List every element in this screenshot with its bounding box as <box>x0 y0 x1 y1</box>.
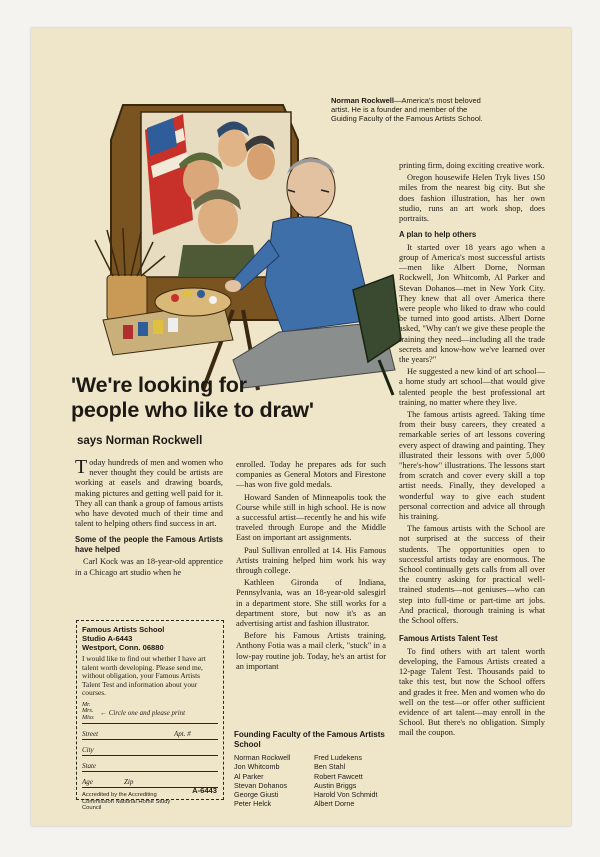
subhead-plan: A plan to help others <box>399 230 477 240</box>
coupon-code: A-6443 <box>192 785 217 795</box>
faculty-column-right: Fred Ludekens Ben Stahl Robert Fawcett Austin Briggs Harold Von Schmidt Albert Dorne <box>314 753 378 809</box>
coupon-address: Westport, Conn. 06880 <box>82 643 164 652</box>
paragraph-plan-3: The famous artists agreed. Taking time from their busy careers, they created a remarkable series of art lessons covering every aspect of drawing and painting. They illustrated their lessons with over 5,000 "here's-how" illustrations. The lessons start from scratch and cover every skill a top artist needs. Finally, they developed a wonderful way to give each student personal correction and advice all through his training. <box>399 409 545 521</box>
apt-field[interactable]: Apt. # <box>174 729 191 738</box>
street-field[interactable]: Street Apt. # <box>82 726 218 740</box>
headline <box>71 373 401 423</box>
zip-field[interactable]: Zip <box>124 777 134 786</box>
coupon-school: Famous Artists School <box>82 625 165 634</box>
illustration-caption <box>331 96 491 123</box>
age-field[interactable]: Age Zip <box>82 774 218 788</box>
coupon-studio: Studio A-6443 <box>82 634 133 643</box>
paragraph-kock-cont: enrolled. Today he prepares ads for such companies as General Motors and Firestone—has won five gold medals. <box>236 460 386 490</box>
faculty-column-left: Norman Rockwell Jon Whitcomb Al Parker Stevan Dohanos George Giusti Peter Helck <box>234 753 291 809</box>
coupon-request-text: I would like to find out whether I have art talent worth developing. Please send me, without obligation, your Famous Artists Talent Test and information about your courses. <box>82 654 206 698</box>
paragraph-anthony-fotia: Before his Famous Artists training, Anthony Fotia was a mail clerk, "stuck" in a low-pay routine job. Today, he's an artist for an important <box>236 631 386 671</box>
article-column-3 <box>399 161 545 741</box>
caption-name: Norman Rockwell <box>331 96 394 105</box>
byline: says Norman Rockwell <box>77 435 203 447</box>
paragraph-plan-4: The famous artists with the School are not surprised at the success of their students. The opportunities open to successful artists today are enormous. The School continually gets calls from all over the country asking for practical well-trained students—not geniuses—who can step into full-time or part-time art jobs. And practical, thorough training is what the School offers. <box>399 524 545 626</box>
headline-line-1: 'We're looking for <box>71 373 247 397</box>
name-field[interactable] <box>82 701 218 724</box>
paragraph-fotia-cont: printing firm, doing exciting creative work. <box>399 161 545 170</box>
intro-paragraph: Today hundreds of men and women who never thought they could be artists are working at easels and drawing boards, making pictures and getting well paid for it. They all can thank a group of famous artists who have devoted much of their time and talent to helping others find success in art. <box>75 456 223 529</box>
paragraph-plan-1: It started over 18 years ago when a group of America's most successful artists—men like Albert Dorne, Norman Rockwell, Jon Whitcomb, Al Parker and Stevan Dohanos—met in New York City. They knew that all over America there were people who liked to draw who could be turned into good artists. Albert Dorne asked, "Why can't we give these people the training they need—including all the trade secrets and know-how we've learned over the years?" <box>399 242 545 364</box>
paragraph-paul-sullivan: Paul Sullivan enrolled at 14. His Famous Artists training helped him work his way through college. <box>236 545 386 576</box>
paragraph-howard-sanden: Howard Sanden of Minneapolis took the Course while still in high school. He is now a successful artist—recently he and his wife traveled through Europe and the Middle East on important art assignments. <box>236 492 386 543</box>
headline-line-2: people who like to draw' <box>71 398 314 422</box>
faculty-title: Founding Faculty of the Famous Artists School <box>234 730 385 749</box>
title-options[interactable]: Mr. Mrs. Miss <box>82 700 94 721</box>
founding-faculty-list <box>234 730 394 809</box>
city-field[interactable]: City <box>82 742 218 756</box>
mail-coupon[interactable] <box>76 620 224 812</box>
drop-cap: T <box>75 456 88 478</box>
state-field[interactable]: State <box>82 758 218 772</box>
circle-instruction: ← Circle one and please print <box>100 708 186 717</box>
paragraph-kathleen-gironda: Kathleen Gironda of Indiana, Pennsylvania, was an 18-year-old salesgirl in a department store. She still works for a department store, but now it's as an advertising artist and fashion illustrator. <box>236 578 386 629</box>
article-column-2 <box>236 460 386 674</box>
caption-text: —America's most beloved artist. He is a founder and member of the Guiding Faculty of the Famous Artists School. <box>331 96 483 123</box>
paragraph-talent-test: To find others with art talent worth developing, the Famous Artists created a 12-page Talent Test. Thousands paid to take this test, but now the School offers and grades it free. Men and women who do well on the test—or offer other sufficient evidence of art talent—may enroll in the School. But there's no obligation. Simply mail the coupon. <box>399 646 545 738</box>
subhead-talent-test: Famous Artists Talent Test <box>399 634 498 644</box>
paragraph-helen-tryk: Oregon housewife Helen Tryk lives 150 miles from the nearest big city. But she does fashion illustration, has her own studio, runs an art work shop, does portraits. <box>399 173 545 224</box>
paragraph-plan-2: He suggested a new kind of art school—a home study art school—that would give talented people the best professional art training, no matter where they live. <box>399 367 545 407</box>
accreditation-note: Accredited by the Accrediting Commission National Home Study Council <box>82 791 171 812</box>
subhead-helped: Some of the people the Famous Artists have helped <box>75 535 223 554</box>
magazine-page <box>31 28 571 826</box>
paragraph-carl-kock: Carl Kock was an 18-year-old apprentice in a Chicago art studio when he <box>75 557 223 577</box>
article-column-1 <box>75 458 223 580</box>
